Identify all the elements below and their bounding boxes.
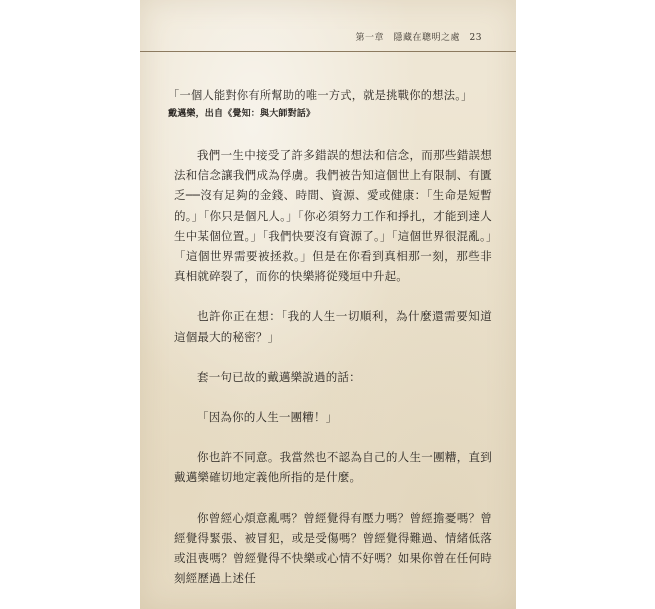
paragraph: 我們一生中接受了許多錯誤的想法和信念，而那些錯誤想法和信念讓我們成為俘虜。我們被告知這個世上有限制、有匱乏──沒有足夠的金錢、時間、資源、愛或健康：「生命是短暫的。」「你只是個凡人。」「你必須努力工作和掙扎，才能到達人生中某個位置。」「我們快要沒有資源了。」「這個世界很混亂。」「這個世界需要被拯救。」但是在你看到真相那一刻，那些非真相就碎裂了，而你的快樂將從殘垣中升起。	[174, 148, 492, 284]
header-rule	[140, 51, 516, 52]
header-chapter	[356, 30, 482, 43]
running-header	[140, 30, 516, 46]
chapter-title: 第一章 隱藏在聰明之處	[355, 33, 461, 43]
epigraph-attribution: 戴邁樂，出自《覺知：與大師對話》	[168, 109, 316, 119]
paragraph: 你也許不同意。我當然也不認為自己的人生一團糟，直到戴邁樂確切地定義他所指的是什麼。	[174, 450, 492, 485]
book-page	[140, 0, 516, 609]
paragraph: 套一句已故的戴邁樂說過的話：	[197, 369, 361, 384]
paragraph: 你曾經心煩意亂嗎？曾經覺得有壓力嗎？曾經擔憂嗎？曾經覺得緊張、被冒犯，或是受傷嗎？曾經覺得難過、情緒低落或沮喪嗎？曾經覺得不快樂或心情不好嗎？如果你曾在任何時刻經歷過上述任	[174, 510, 492, 586]
body-text	[174, 145, 492, 588]
paragraph: 「因為你的人生一團糟！」	[197, 410, 338, 425]
epigraph-quote: 「一個人能對你有所幫助的唯一方式，就是挑戰你的想法。」	[168, 89, 473, 102]
page-number: 23	[469, 33, 482, 43]
paragraph: 也許你正在想：「我的人生一切順利，為什麼還需要知道這個最大的秘密？」	[174, 309, 492, 344]
